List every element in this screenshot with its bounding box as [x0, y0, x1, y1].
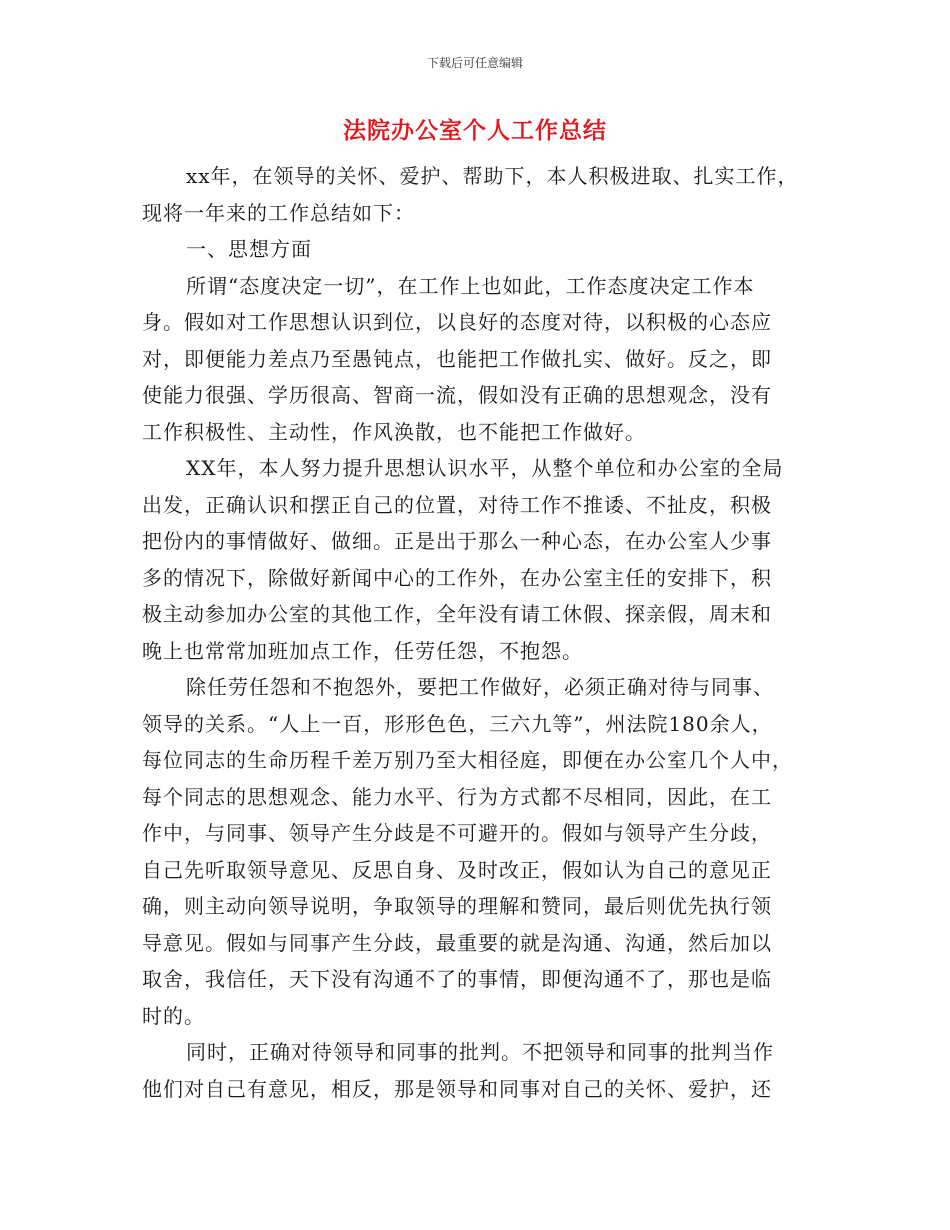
text-line: 除任劳任怨和不抱怨外，要把工作做好，必须正确对待与同事、	[186, 675, 774, 699]
text-line: xx年，在领导的关怀、爱护、帮助下，本人积极进取、扎实工作，	[186, 164, 799, 188]
text-line: XX年，本人努力提升思想认识水平，从整个单位和办公室的全局	[186, 456, 784, 480]
text-line: 时的。	[142, 1003, 205, 1028]
text-line: 一、思想方面	[186, 237, 312, 261]
header-note: 下载后可任意编辑	[426, 56, 523, 70]
text-line: 多的情况下，除做好新闻中心的工作外，在办公室主任的安排下，积	[142, 565, 772, 590]
document-body	[142, 158, 812, 1107]
text-line: 身。假如对工作思想认识到位，以良好的态度对待，以积极的心态应	[142, 310, 772, 334]
text-line: 作中，与同事、领导产生分歧是不可避开的。假如与领导产生分歧，	[142, 821, 772, 845]
text-line: 确，则主动向领导说明，争取领导的理解和赞同，最后则优先执行领	[142, 894, 772, 918]
text-line: 工作积极性、主动性，作风涣散，也不能把工作做好。	[142, 419, 646, 444]
text-line: 使能力很强、学历很高、智商一流，假如没有正确的思想观念，没有	[142, 383, 772, 407]
text-line: 极主动参加办公室的其他工作，全年没有请工休假、探亲假，周末和	[142, 602, 772, 626]
text-line: 所谓“态度决定一切”，在工作上也如此，工作态度决定工作本	[186, 273, 755, 298]
text-line: 导意见。假如与同事产生分歧，最重要的就是沟通、沟通，然后加以	[142, 930, 772, 955]
document-title: 法院办公室个人工作总结	[343, 117, 607, 144]
text-line: 他们对自己有意见，相反，那是领导和同事对自己的关怀、爱护，还	[142, 1076, 772, 1101]
text-line: 取舍，我信任，天下没有沟通不了的事情，即便沟通不了，那也是临	[142, 967, 772, 991]
text-line: 同时，正确对待领导和同事的批判。不把领导和同事的批判当作	[186, 1040, 774, 1064]
text-line: 现将一年来的工作总结如下：	[142, 200, 415, 225]
text-line: 每位同志的生命历程千差万别乃至大相径庭，即便在办公室几个人中，	[142, 748, 793, 772]
text-line: 晚上也常常加班加点工作，任劳任怨，不抱怨。	[142, 638, 583, 663]
text-line: 领导的关系。“人上一百，形形色色，三六九等”，州法院180余人，	[142, 711, 773, 736]
text-line: 把份内的事情做好、做细。正是出于那么一种心态，在办公室人少事	[142, 529, 772, 553]
text-line: 每个同志的思想观念、能力水平、行为方式都不尽相同，因此，在工	[142, 784, 772, 809]
text-line: 对，即便能力差点乃至愚钝点，也能把工作做扎实、做好。反之，即	[142, 346, 772, 371]
text-line: 出发，正确认识和摆正自己的位置，对待工作不推诿、不扯皮，积极	[142, 492, 772, 517]
text-line: 自己先听取领导意见、反思自身、及时改正，假如认为自己的意见正	[142, 857, 772, 882]
